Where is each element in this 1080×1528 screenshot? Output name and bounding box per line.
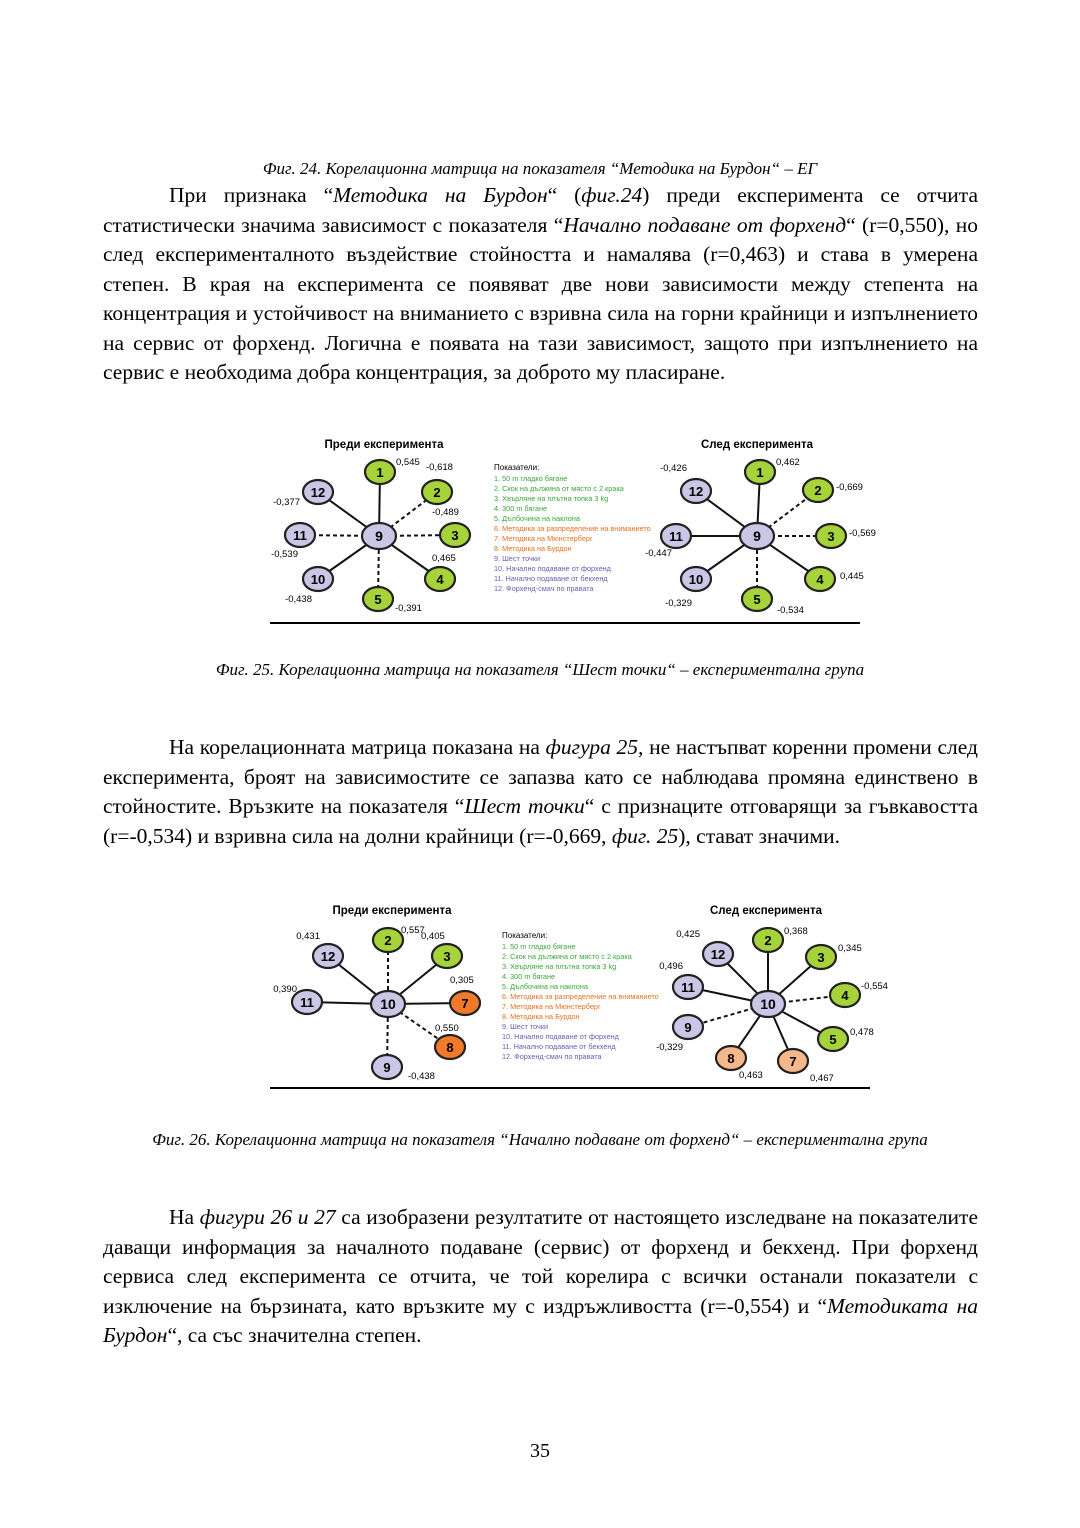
- legend-item: 5. Дълбочина на наклона: [494, 514, 580, 523]
- value-label-11: 0,390: [273, 984, 297, 995]
- paragraph-1: [103, 181, 978, 388]
- after-star: [645, 457, 876, 616]
- node-label-12: 12: [710, 947, 726, 962]
- legend-item: 12. Форхенд-смач по правата: [502, 1052, 602, 1061]
- text-run: фиг. 25: [611, 823, 679, 848]
- paragraph-2: [103, 733, 978, 851]
- value-label-4: 0,465: [432, 553, 456, 564]
- value-label-10: -0,329: [665, 598, 692, 609]
- node-label-2: 2: [433, 485, 441, 500]
- value-label-1: 0,462: [776, 457, 800, 468]
- legend-item: 4. 300 m бягане: [502, 972, 556, 981]
- legend-item: 6. Методика за разпределение на вниманието: [494, 524, 651, 533]
- text-run: фигури 26 и 27: [199, 1205, 336, 1229]
- value-label-7: 0,467: [810, 1073, 834, 1084]
- value-label-3: 0,405: [421, 931, 445, 942]
- legend-item: 8. Методика на Бурдон: [502, 1012, 580, 1021]
- value-label-12: -0,377: [273, 497, 300, 508]
- node-label-12: 12: [320, 949, 336, 964]
- value-label-11: 0,496: [659, 961, 683, 972]
- legend-item: 9. Шест точки: [494, 554, 541, 563]
- value-label-4: -0,554: [861, 981, 888, 992]
- text-run: При признака “: [169, 183, 334, 207]
- legend-item: 1. 50 m гладко бягане: [502, 942, 576, 951]
- before-star: [271, 457, 470, 614]
- node-label-7: 7: [461, 996, 469, 1011]
- node-label-4: 4: [816, 572, 824, 587]
- text-run: Методика на Бурдон: [333, 183, 548, 207]
- value-label-7: 0,305: [450, 975, 474, 986]
- node-label-5: 5: [374, 592, 382, 607]
- legend-item: 2. Скок на дължина от място с 2 крака: [494, 484, 624, 493]
- text-run: На корелационната матрица показана на: [169, 735, 546, 759]
- center-node-label: 10: [760, 996, 776, 1012]
- legend-item: 4. 300 m бягане: [494, 504, 548, 513]
- figure-25-caption: Фиг. 25. Корелационна матрица на показателя “Шест точки“ – експериментална група: [215, 660, 865, 679]
- value-label-4: 0,445: [840, 571, 864, 582]
- legend-item: 5. Дълбочина на наклона: [502, 982, 588, 991]
- node-label-5: 5: [829, 1032, 837, 1047]
- legend-item: 10. Начално подаване от форхенд: [494, 564, 611, 573]
- node-label-11: 11: [681, 980, 695, 995]
- legend-item: 3. Хвърляне на плътна топка 3 kg: [494, 494, 609, 503]
- node-label-12: 12: [310, 485, 326, 500]
- legend-item: 1. 50 m гладко бягане: [494, 474, 568, 483]
- text-run: На: [169, 1205, 200, 1229]
- legend-item: 11. Начално подаване от бекхенд: [502, 1042, 616, 1051]
- value-label-2: -0,669: [836, 482, 863, 493]
- legend-item: 2. Скок на дължина от място с 2 крака: [502, 952, 632, 961]
- node-label-3: 3: [827, 529, 835, 544]
- figure-24-caption: Фиг. 24. Корелационна матрица на показателя “Методика на Бурдон“ – ЕГ: [262, 159, 818, 178]
- value-label-12: 0,431: [296, 931, 320, 942]
- legend-item: 11. Начално подаване от бекхенд: [494, 574, 608, 583]
- value-label-9: -0,438: [408, 1071, 435, 1082]
- before-title: Преди експеримента: [324, 439, 444, 451]
- center-node-label: 9: [375, 528, 383, 544]
- legend-item: 8. Методика на Бурдон: [494, 544, 572, 553]
- text-run: “, са със значителна степен.: [167, 1323, 422, 1347]
- node-label-11: 11: [669, 529, 683, 544]
- value-label-9: -0,329: [656, 1042, 683, 1053]
- legend-item: 7. Методика на Мюнстерберг: [494, 534, 593, 543]
- after-title: След експеримента: [700, 439, 814, 451]
- center-node-label: 10: [380, 996, 396, 1012]
- node-label-8: 8: [446, 1040, 454, 1055]
- text-run: “ с признаците отговарящи за гъвкавостта (r=-0,534) и взривна сила на долни крайници (r=-0,669,: [103, 794, 978, 848]
- legend-item: 12. Форхенд-смач по правата: [494, 584, 594, 593]
- before-star: [273, 925, 480, 1082]
- node-label-9: 9: [383, 1060, 391, 1075]
- node-label-7: 7: [789, 1054, 797, 1069]
- text-run: “ (r=0,550), но след експерименталното въздействие стойността и намалява (r=0,463) и става в умерена степен. В края на експеримента се появяват две нови зависимости между степента на концентрация и устойчивост на вниманието с взривна сила на горни крайници и изпълнението на сервис от форхенд. Логична е появата на тази зависимост, защото при изпълнението на сервис е необходима добра концентрация, за доброто му пласиране.: [103, 212, 979, 384]
- text-run: не настъпват коренни промени след експеримента, броят на зависимостите се запазва като се наблюдава промяна единствено в стойностите. Връзките на показателя “: [103, 735, 978, 818]
- page-number: 35: [530, 1440, 550, 1462]
- node-label-2: 2: [764, 933, 772, 948]
- node-label-9: 9: [684, 1020, 692, 1035]
- value-label-2: -0,618: [426, 462, 453, 473]
- node-label-2: 2: [814, 483, 822, 498]
- value-label-12: -0,426: [660, 463, 687, 474]
- node-label-8: 8: [727, 1051, 735, 1066]
- node-label-3: 3: [443, 949, 451, 964]
- figure-25-correlation-diagram: [262, 432, 876, 632]
- value-label-11: -0,539: [271, 549, 298, 560]
- paragraph-3: [103, 1203, 978, 1351]
- value-label-3: -0,569: [849, 528, 876, 539]
- figure-26-correlation-diagram: [258, 898, 888, 1098]
- value-label-8: 0,550: [435, 1023, 459, 1034]
- node-label-1: 1: [756, 465, 764, 480]
- legend-title: Показатели:: [502, 931, 548, 940]
- value-label-5: -0,534: [777, 605, 804, 616]
- text-run: ), стават значими.: [678, 823, 841, 848]
- value-label-2: 0,557: [401, 925, 425, 936]
- value-label-2: 0,368: [784, 926, 808, 937]
- node-label-4: 4: [841, 988, 849, 1003]
- text-run: фиг.24: [581, 183, 643, 207]
- node-label-10: 10: [688, 572, 704, 587]
- legend-item: 7. Методика на Мюнстерберг: [502, 1002, 601, 1011]
- text-run: Шест точки: [464, 794, 585, 818]
- value-label-5: 0,478: [850, 1027, 874, 1038]
- center-node-label: 9: [753, 528, 761, 544]
- text-run: Начално подаване от форхенд: [563, 212, 847, 237]
- before-title: Преди експеримента: [332, 905, 452, 917]
- node-label-5: 5: [753, 592, 761, 607]
- node-label-4: 4: [436, 572, 444, 587]
- value-label-3: -0,489: [432, 507, 459, 518]
- node-label-3: 3: [451, 528, 459, 543]
- text-run: фигура 25,: [545, 735, 644, 759]
- legend-item: 3. Хвърляне на плътна топка 3 kg: [502, 962, 617, 971]
- legend: [502, 931, 659, 1061]
- value-label-8: 0,463: [739, 1070, 763, 1081]
- node-label-12: 12: [688, 484, 704, 499]
- after-title: След експеримента: [709, 905, 823, 917]
- node-label-1: 1: [376, 465, 384, 480]
- node-label-3: 3: [817, 950, 825, 965]
- legend-item: 6. Методика за разпределение на вниманието: [502, 992, 659, 1001]
- value-label-5: -0,391: [395, 603, 422, 614]
- value-label-10: -0,438: [285, 594, 312, 605]
- value-label-11: -0,447: [645, 548, 672, 559]
- value-label-12: 0,425: [676, 929, 700, 940]
- legend-item: 10. Начално подаване от форхенд: [502, 1032, 619, 1041]
- text-run: “ (: [547, 183, 582, 207]
- text-run: ) преди експеримента се отчита статистически значима зависимост с показателя “: [103, 183, 979, 237]
- legend-item: 9. Шест точки: [502, 1022, 549, 1031]
- text-run: са изобразени резултатите от настоящето изследване на показателите даващи информация за началното подаване (сервис) от форхенд и бекхенд. При форхенд сервиса след експеримента се отчита, че той корелира с всички останали показатели с изключение на бързината, като връзките му с издръжливостта (r=-0,554) и “: [103, 1205, 978, 1318]
- node-label-10: 10: [310, 572, 326, 587]
- legend-title: Показатели:: [494, 463, 540, 472]
- value-label-1: 0,545: [396, 457, 420, 468]
- text-run: Методиката на Бурдон: [103, 1293, 978, 1347]
- node-label-2: 2: [384, 933, 392, 948]
- after-star: [656, 926, 888, 1084]
- node-label-11: 11: [293, 528, 307, 543]
- value-label-3: 0,345: [838, 943, 862, 954]
- figure-26-caption: Фиг. 26. Корелационна матрица на показателя “Начално подаване от форхенд“ – експериментална група: [152, 1130, 928, 1149]
- node-label-11: 11: [300, 995, 314, 1010]
- legend: [494, 463, 651, 593]
